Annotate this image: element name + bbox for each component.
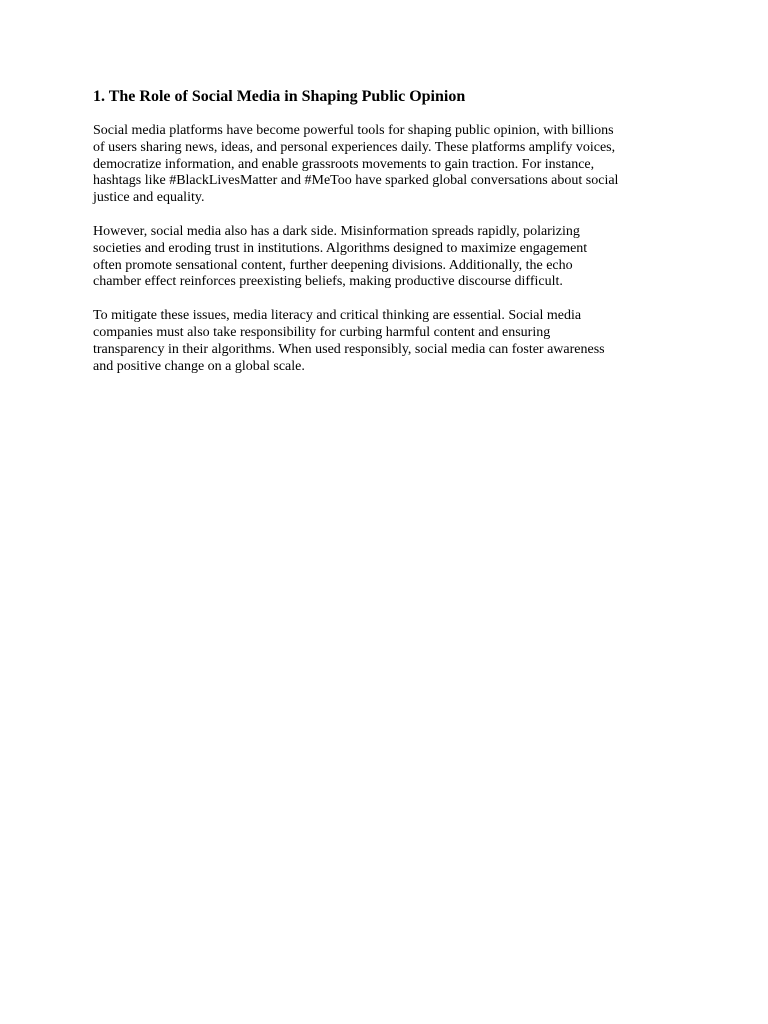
paragraph-line: often promote sensational content, further deepening divisions. Additionally, the echo	[93, 257, 573, 273]
document-page	[93, 87, 683, 392]
paragraph-line: of users sharing news, ideas, and personal experiences daily. These platforms amplify voices,	[93, 139, 616, 155]
paragraph-line: Social media platforms have become powerful tools for shaping public opinion, with billions	[93, 123, 614, 138]
paragraph-line: democratize information, and enable grassroots movements to gain traction. For instance,	[93, 156, 595, 172]
section-heading: 1. The Role of Social Media in Shaping Public Opinion	[93, 88, 466, 105]
paragraph-line: and positive change on a global scale.	[93, 358, 305, 374]
paragraph-1	[93, 123, 683, 207]
paragraph-line: hashtags like #BlackLivesMatter and #MeToo have sparked global conversations about social	[93, 173, 619, 189]
paragraph-line: societies and eroding trust in institutions. Algorithms designed to maximize engagement	[93, 240, 588, 256]
paragraph-line: chamber effect reinforces preexisting beliefs, making productive discourse difficult.	[93, 274, 563, 290]
paragraph-line: companies must also take responsibility for curbing harmful content and ensuring	[93, 324, 551, 340]
paragraph-3	[93, 308, 683, 375]
paragraph-line: However, social media also has a dark side. Misinformation spreads rapidly, polarizing	[93, 223, 580, 239]
paragraph-2	[93, 224, 683, 291]
paragraph-line: To mitigate these issues, media literacy and critical thinking are essential. Social media	[93, 308, 582, 324]
paragraph-line: transparency in their algorithms. When used responsibly, social media can foster awareness	[93, 341, 605, 357]
paragraph-line: justice and equality.	[93, 190, 205, 206]
